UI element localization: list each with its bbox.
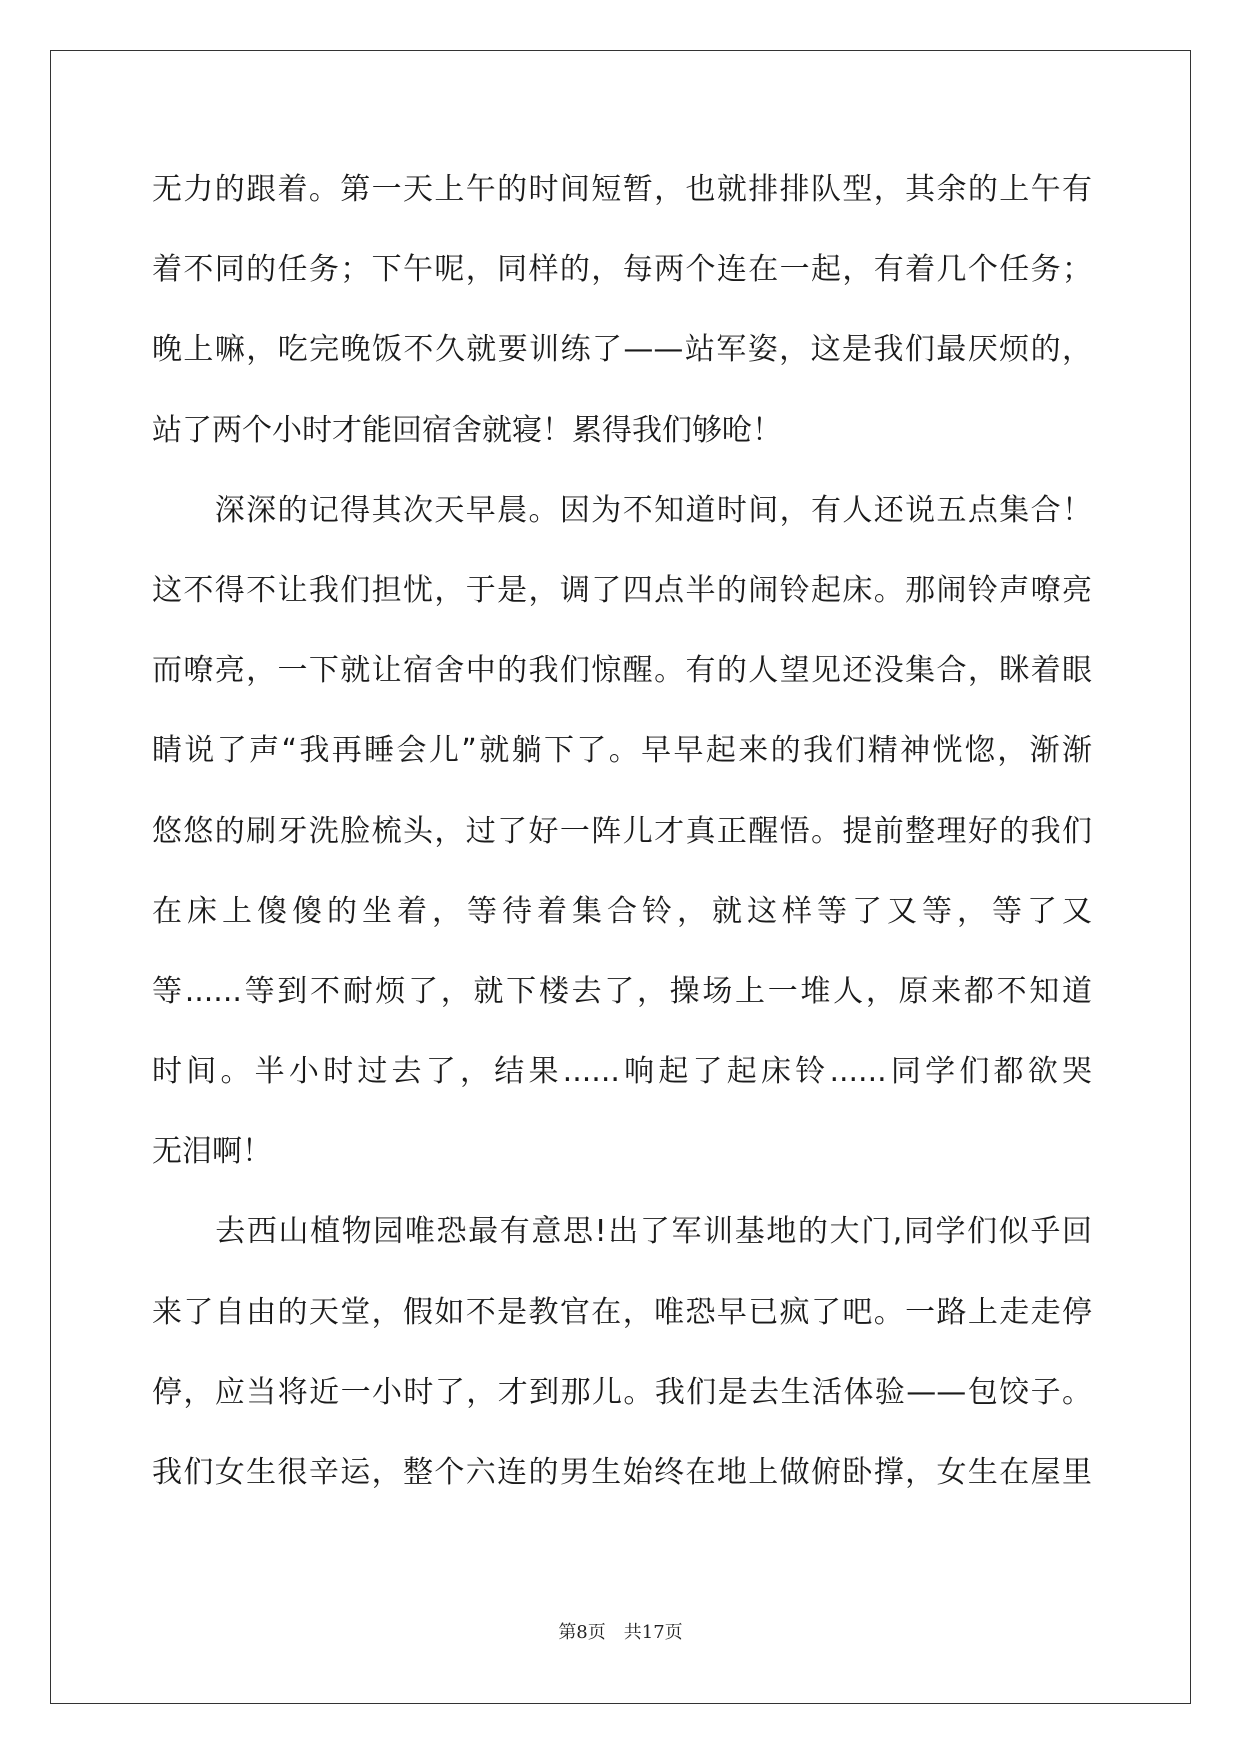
- text-line: 我们女生很辛运，整个六连的男生始终在地上做俯卧撑，女生在屋里: [152, 1455, 1092, 1490]
- page-number: 第8页 共17页: [558, 1622, 683, 1643]
- text-line: 着不同的任务；下午呢，同样的，每两个连在一起，有着几个任务；: [152, 252, 1092, 288]
- text-line: 停，应当将近一小时了，才到那儿。我们是去生活体验——包饺子。: [152, 1374, 1092, 1410]
- text-line: 而嘹亮，一下就让宿舍中的我们惊醒。有的人望见还没集合，眯着眼: [152, 653, 1092, 689]
- text-line: 无泪啊！: [152, 1134, 272, 1170]
- text-line: 站了两个小时才能回宿舍就寝！累得我们够呛！: [152, 412, 782, 448]
- text-line: 晚上嘛，吃完晚饭不久就要训练了——站军姿，这是我们最厌烦的，: [152, 332, 1092, 368]
- text-line: 在床上傻傻的坐着，等待着集合铃，就这样等了又等，等了又: [152, 893, 1092, 929]
- text-line: 来了自由的天堂，假如不是教官在，唯恐早已疯了吧。一路上走走停: [152, 1294, 1092, 1330]
- text-line: 无力的跟着。第一天上午的时间短暂，也就排排队型，其余的上午有: [152, 172, 1092, 207]
- page-footer: [0, 1618, 1241, 1644]
- text-line: 等......等到不耐烦了，就下楼去了，操场上一堆人，原来都不知道: [152, 973, 1092, 1009]
- document-body: [152, 150, 1092, 1513]
- text-line: 睛说了声“我再睡会儿”就躺下了。早早起来的我们精神恍惚，渐渐: [152, 733, 1092, 769]
- text-line: 时间。半小时过去了，结果......响起了起床铃......同学们都欲哭: [152, 1054, 1092, 1090]
- text-line: 这不得不让我们担忧，于是，调了四点半的闹铃起床。那闹铃声嘹亮: [152, 572, 1092, 608]
- text-line: 悠悠的刷牙洗脸梳头，过了好一阵儿才真正醒悟。提前整理好的我们: [152, 813, 1092, 849]
- text-line: 深深的记得其次天早晨。因为不知道时间，有人还说五点集合！: [152, 492, 1092, 528]
- text-line: 去西山植物园唯恐最有意思!出了军训基地的大门,同学们似乎回: [152, 1214, 1092, 1250]
